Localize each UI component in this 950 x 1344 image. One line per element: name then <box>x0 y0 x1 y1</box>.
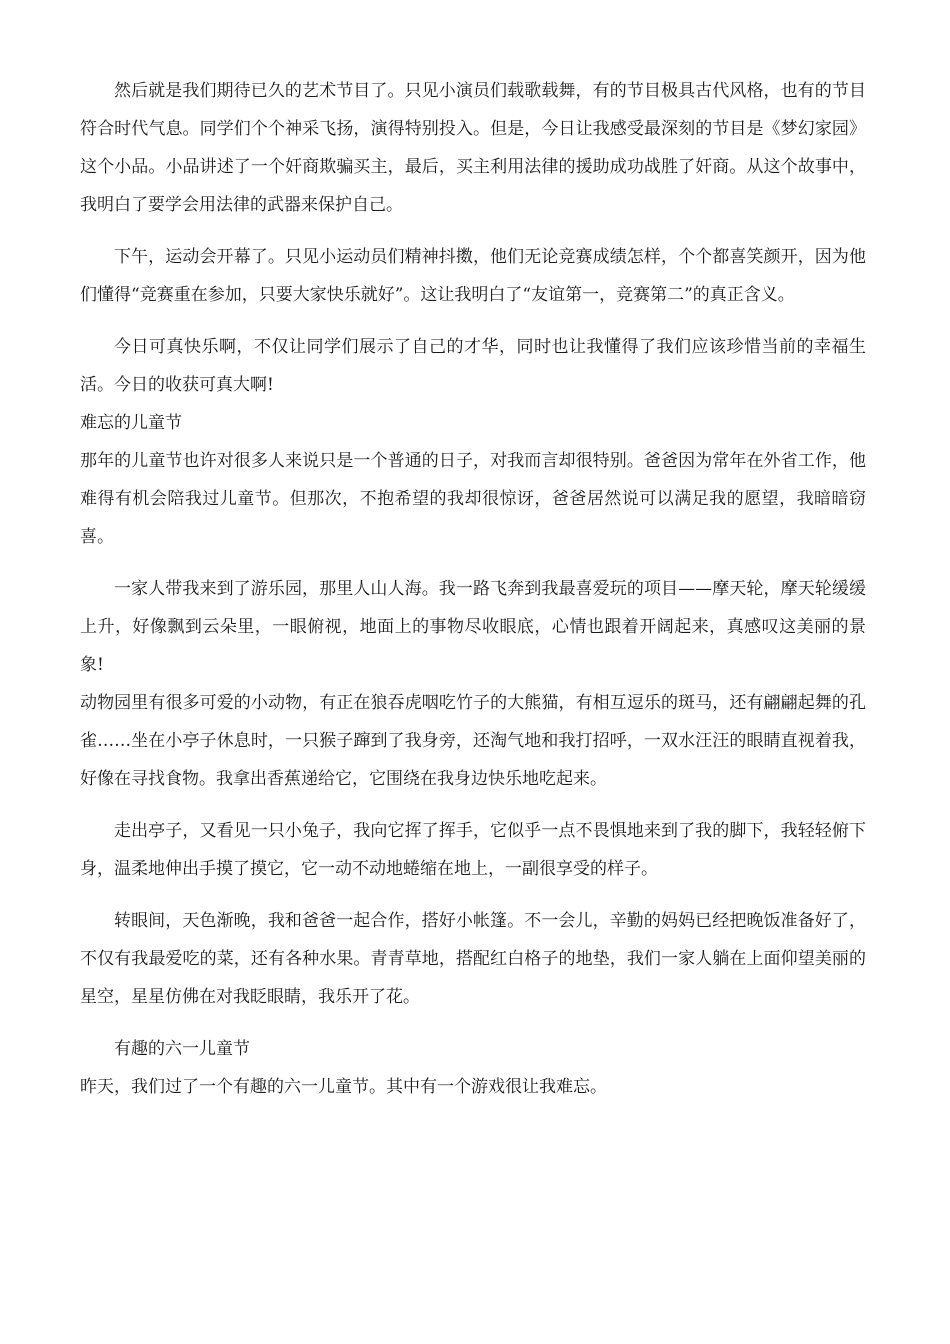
paragraph-zoo: 动物园里有很多可爱的小动物，有正在狼吞虎咽吃竹子的大熊猫，有相互逗乐的斑马，还有翩翩起舞的孔雀……坐在小亭子休息时，一只猴子蹿到了我身旁，还淘气地和我打招呼，一双水汪汪的眼睛直视着我，好像在寻找食物。我拿出香蕉递给它，它围绕在我身边快乐地吃起来。 <box>80 693 866 789</box>
paragraph-yesterday: 昨天，我们过了一个有趣的六一儿童节。其中有一个游戏很让我难忘。 <box>80 1077 607 1097</box>
paragraph-amusement-park: 一家人带我来到了游乐园，那里人山人海。我一路飞奔到我最喜爱玩的项目——摩天轮，摩天轮缓缓上升，好像飘到云朵里，一眼俯视，地面上的事物尽收眼底，心情也跟着开阔起来，真感叹这美丽的景象! <box>80 579 866 675</box>
heading-unforgettable-childrens-day: 难忘的儿童节 <box>80 413 182 433</box>
paragraph-happy-day: 今日可真快乐啊，不仅让同学们展示了自己的才华，同时也让我懂得了我们应该珍惜当前的幸福生活。今日的收获可真大啊! <box>80 337 866 395</box>
paragraph-rabbit: 走出亭子，又看见一只小兔子，我向它挥了挥手，它似乎一点不畏惧地来到了我的脚下，我轻轻俯下身，温柔地伸出手摸了摸它，它一动不动地蜷缩在地上，一副很享受的样子。 <box>80 821 866 879</box>
paragraph-special-day: 那年的儿童节也许对很多人来说只是一个普通的日子，对我而言却很特别。爸爸因为常年在外省工作，他难得有机会陪我过儿童节。但那次，不抱希望的我却很惊讶，爸爸居然说可以满足我的愿望，我暗暗窃喜。 <box>80 451 866 547</box>
document-page <box>80 72 866 1106</box>
paragraph-sports-meet: 下午，运动会开幕了。只见小运动员们精神抖擞，他们无论竞赛成绩怎样，个个都喜笑颜开，因为他们懂得“竞赛重在参加，只要大家快乐就好”。这让我明白了“友谊第一，竞赛第二”的真正含义。 <box>80 247 866 305</box>
paragraph-tent-evening: 转眼间，天色渐晚，我和爸爸一起合作，搭好小帐篷。不一会儿，辛勤的妈妈已经把晚饭准备好了，不仅有我最爱吃的菜，还有各种水果。青青草地，搭配红白格子的地垫，我们一家人躺在上面仰望美丽的星空，星星仿佛在对我眨眼睛，我乐开了花。 <box>80 911 866 1007</box>
paragraph-art-show: 然后就是我们期待已久的艺术节目了。只见小演员们载歌载舞，有的节目极具古代风格，也有的节目符合时代气息。同学们个个神采飞扬，演得特别投入。但是，今日让我感受最深刻的节目是《梦幻家园》这个小品。小品讲述了一个奸商欺骗买主，最后，买主利用法律的援助成功战胜了奸商。从这个故事中，我明白了要学会用法律的武器来保护自己。 <box>80 81 866 215</box>
heading-fun-childrens-day: 有趣的六一儿童节 <box>114 1039 250 1059</box>
